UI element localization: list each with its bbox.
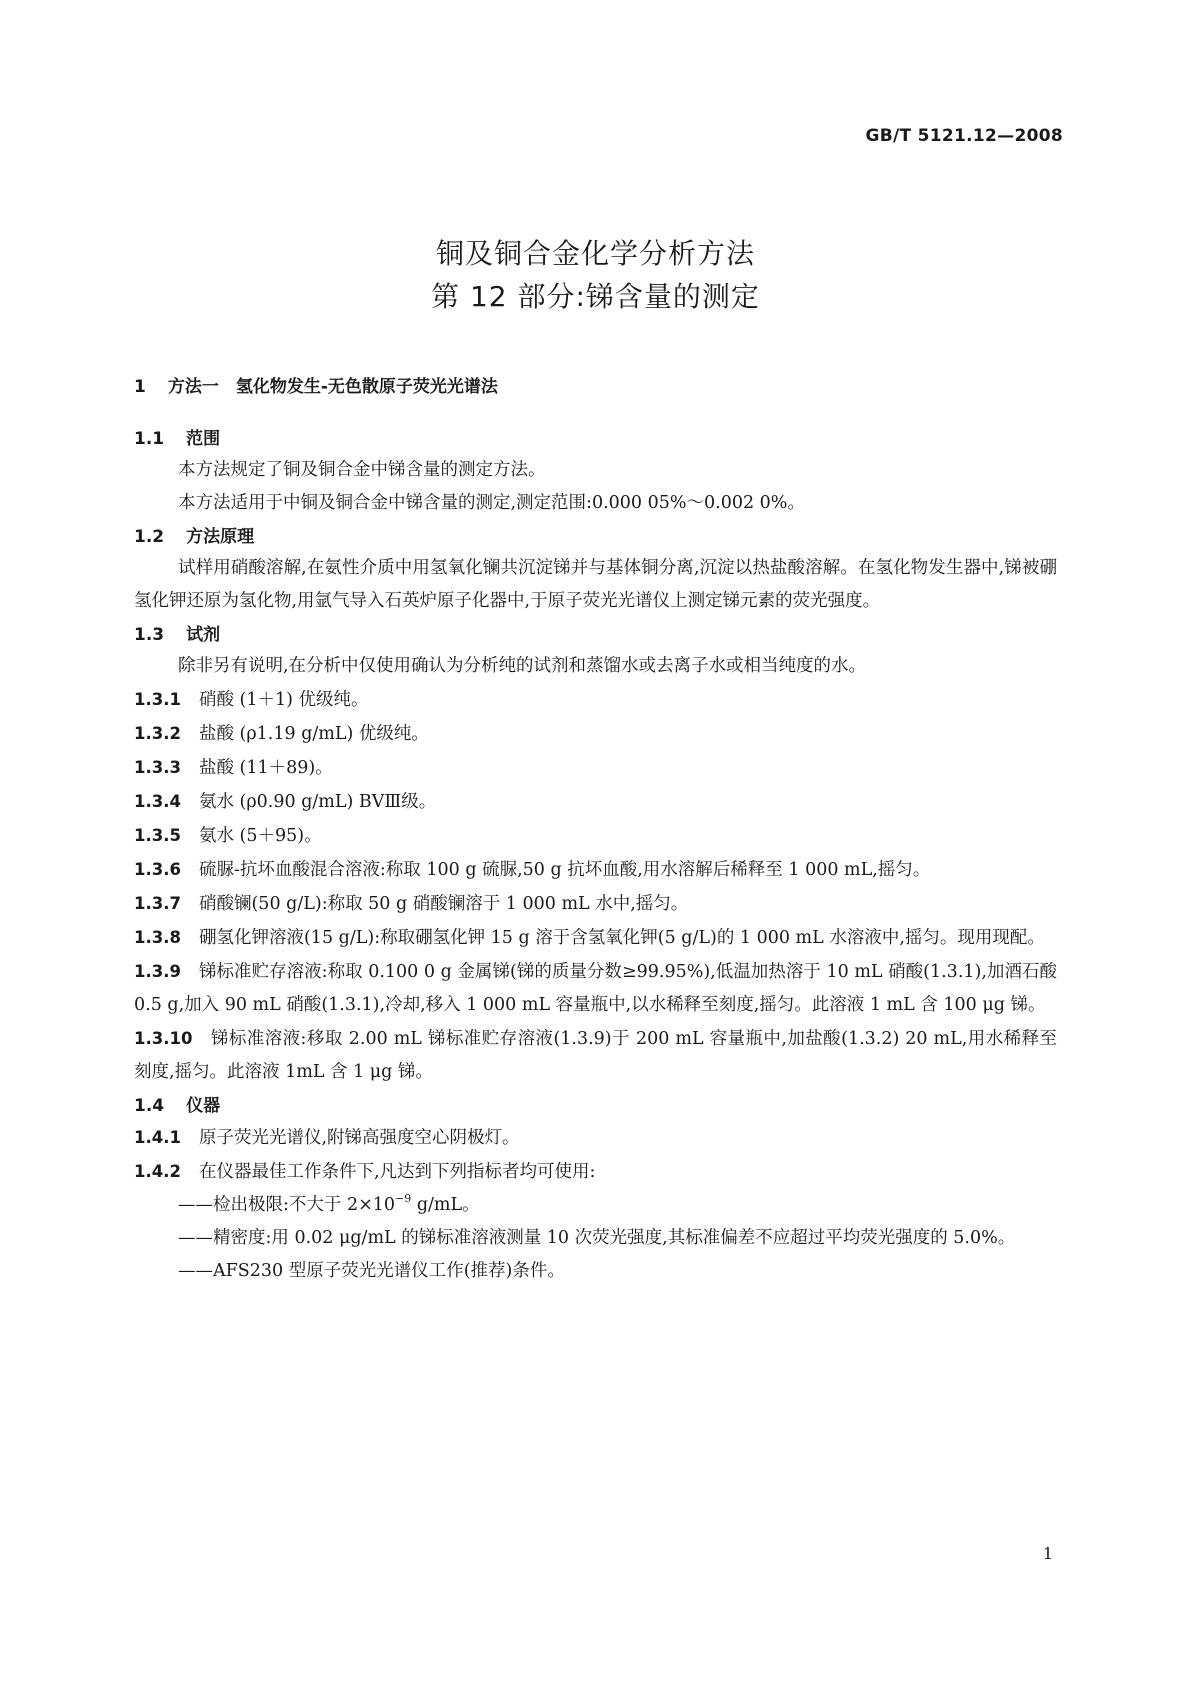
section-number: 1 (134, 377, 146, 397)
section-title: 方法原理 (186, 527, 255, 547)
item-text: 在仪器最佳工作条件下,凡达到下列指标者均可使用: (198, 1162, 596, 1182)
section-title: 试剂 (186, 625, 221, 645)
criterion-detection-limit: ——检出极限:不大于 $2\times 10^{-9}$ g/mL。 (178, 1192, 480, 1215)
item-number: 1.3.10 (134, 1029, 193, 1048)
paragraph: 本方法适用于中铜及铜合金中锑含量的测定,测定范围:0.000 05%～0.002 0%。 (178, 493, 805, 513)
item-text: 氨水 (ρ0.90 g/mL) BVⅢ级。 (198, 792, 437, 812)
list-item (134, 751, 1057, 785)
section-number: 1.3 (134, 625, 165, 645)
list-item (134, 717, 1057, 751)
item-number: 1.3.2 (134, 724, 181, 743)
exponent: −9 (395, 1192, 412, 1205)
section-1-1-heading (134, 424, 1057, 454)
item-text: 硝酸镧(50 g/L):称取 50 g 硝酸镧溶于 1 000 mL 水中,摇匀。 (198, 894, 689, 914)
section-1-heading (134, 372, 1057, 402)
item-number: 1.4.2 (134, 1162, 181, 1181)
item-number: 1.3.3 (134, 758, 181, 777)
item-number: 1.3.1 (134, 690, 181, 709)
page-number: 1 (1042, 1544, 1053, 1563)
paragraph: 试样用硝酸溶解,在氨性介质中用氢氧化镧共沉淀锑并与基体铜分离,沉淀以热盐酸溶解。在氢化物发生器中,锑被硼氢化钾还原为氢化物,用氩气导入石英炉原子化器中,于原子荧光光谱仪上测定锑元素的荧光强度。 (134, 558, 1057, 611)
section-title: 仪器 (186, 1096, 221, 1116)
item-number: 1.3.8 (134, 928, 181, 947)
list-item (134, 921, 1057, 955)
item-text: 氨水 (5＋95)。 (198, 826, 322, 846)
item-text: 硼氢化钾溶液(15 g/L):称取硼氢化钾 15 g 溶于含氢氧化钾(5 g/L)的 1 000 mL 水溶液中,摇匀。现用现配。 (198, 928, 1045, 948)
list-item (134, 887, 1057, 921)
item-number: 1.4.1 (134, 1128, 181, 1147)
section-1-4-heading (134, 1091, 1057, 1121)
list-item (134, 853, 1057, 887)
document-body (134, 372, 1057, 1288)
list-item (134, 785, 1057, 819)
section-number: 1.4 (134, 1096, 165, 1116)
document-title: 铜及铜合金化学分析方法 (435, 237, 755, 270)
section-1-3-heading (134, 620, 1057, 650)
criterion-precision: ——精密度:用 0.02 μg/mL 的锑标准溶液测量 10 次荧光强度,其标准偏差不应超过平均荧光强度的 5.0%。 (178, 1228, 1016, 1248)
section-1-2-heading (134, 522, 1057, 552)
item-text: 锑标准溶液:移取 2.00 mL 锑标准贮存溶液(1.3.9)于 200 mL 容量瓶中,加盐酸(1.3.2) 20 mL,用水稀释至刻度,摇匀。此溶液 1mL 含 1 μg 锑。 (134, 1029, 1057, 1082)
section-number: 1.2 (134, 527, 165, 547)
item-text: 硫脲-抗坏血酸混合溶液:称取 100 g 硫脲,50 g 抗坏血酸,用水溶解后稀释至 1 000 mL,摇匀。 (198, 860, 931, 880)
list-item (134, 955, 1057, 1022)
item-number: 1.3.5 (134, 826, 181, 845)
section-title: 方法一 氢化物发生-无色散原子荧光光谱法 (167, 377, 498, 397)
item-number: 1.3.6 (134, 860, 181, 879)
item-number: 1.3.7 (134, 894, 181, 913)
list-item (134, 819, 1057, 853)
item-text: 硝酸 (1＋1) 优级纯。 (198, 690, 369, 710)
standard-code: GB/T 5121.12—2008 (865, 126, 1063, 146)
item-text: 锑标准贮存溶液:称取 0.100 0 g 金属锑(锑的质量分数≥99.95%),低温加热溶于 10 mL 硝酸(1.3.1),加酒石酸 0.5 g,加入 90 mL 硝酸(1.3.1),冷却,移入 1 000 mL 容量瓶中,以水稀释至刻度,摇匀。此溶液 1 mL 含 100 μg 锑。 (134, 962, 1057, 1015)
item-number: 1.3.9 (134, 962, 181, 981)
item-number: 1.3.4 (134, 792, 181, 811)
section-number: 1.1 (134, 429, 165, 449)
list-item (134, 1155, 1057, 1189)
document-subtitle: 第 12 部分:锑含量的测定 (431, 280, 760, 313)
list-item (134, 683, 1057, 717)
list-item (134, 1022, 1057, 1089)
item-text: 盐酸 (11＋89)。 (198, 758, 333, 778)
criterion-instrument-conditions: ——AFS230 型原子荧光光谱仪工作(推荐)条件。 (178, 1261, 565, 1281)
item-text: 盐酸 (ρ1.19 g/mL) 优级纯。 (198, 724, 429, 744)
paragraph: 除非另有说明,在分析中仅使用确认为分析纯的试剂和蒸馏水或去离子水或相当纯度的水。 (178, 656, 867, 676)
section-title: 范围 (186, 429, 221, 449)
paragraph: 本方法规定了铜及铜合金中锑含量的测定方法。 (178, 460, 546, 480)
item-text: 原子荧光光谱仪,附锑高强度空心阴极灯。 (198, 1128, 520, 1148)
list-item (134, 1121, 1057, 1155)
